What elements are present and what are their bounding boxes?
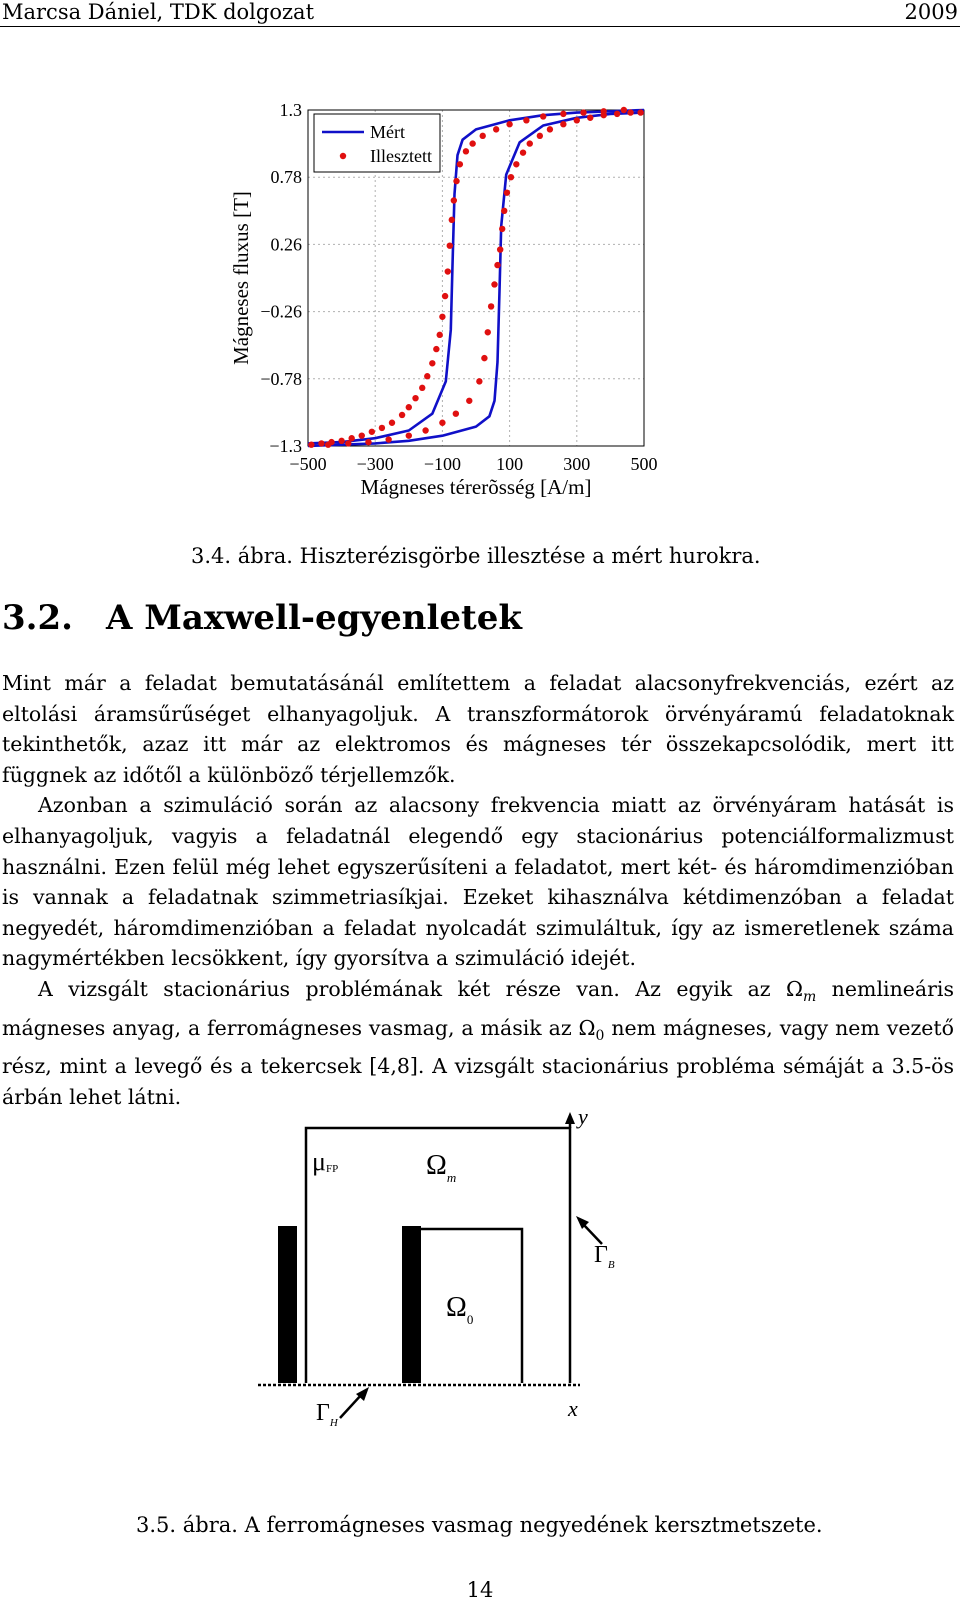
fitted-point — [614, 111, 620, 117]
y-tick-label: 1.3 — [279, 100, 302, 120]
legend-dot-marker — [340, 153, 346, 159]
fitted-point — [523, 117, 529, 123]
fitted-point — [338, 438, 344, 444]
x-tick-label: −300 — [356, 454, 394, 474]
fitted-point — [560, 111, 566, 117]
y-axis-title: Mágneses fluxus [T] — [229, 191, 253, 365]
fitted-point — [445, 268, 451, 274]
section-heading — [2, 598, 522, 638]
y-tick-label: −0.26 — [260, 301, 302, 322]
figure-caption-3-4: 3.4. ábra. Hiszterézisgörbe illesztése a mért hurokra. — [191, 544, 761, 568]
fitted-point — [379, 425, 385, 431]
fitted-point — [504, 190, 510, 196]
legend-label-measured: Mért — [370, 122, 405, 142]
paragraph-3-part-3: nem mágneses, vagy nem vezető rész, mint a levegő és a tekercsek [4,8]. A vizsgált stacionárius probléma sémáját a 3.5-ös árbán lehet látni. — [2, 1015, 954, 1109]
y-tick-label: −0.78 — [260, 368, 302, 389]
omega-m-label: $\Omega_m$ — [426, 1150, 457, 1185]
fitted-point — [499, 226, 505, 232]
fitted-point — [439, 314, 445, 320]
fitted-point — [501, 208, 507, 214]
core-cross-section-diagram — [250, 1104, 650, 1466]
fitted-point — [406, 432, 412, 438]
fitted-point — [527, 140, 533, 146]
fitted-point — [463, 148, 469, 154]
fitted-point — [318, 440, 324, 446]
mu-fp-label: μFP — [312, 1147, 339, 1176]
section-title: A Maxwell-egyenletek — [106, 598, 522, 638]
fitted-point — [449, 217, 455, 223]
fitted-point — [369, 429, 375, 435]
omega-m-subscript: m — [803, 989, 817, 1006]
omega-0-subscript: 0 — [595, 1027, 605, 1044]
fitted-point — [365, 439, 371, 445]
fitted-point — [325, 442, 331, 448]
fitted-point — [621, 107, 627, 113]
fitted-point — [389, 420, 395, 426]
paragraph-1: Mint már a feladat bemutatásánál említettem a feladat alacsonyfrekvenciás, ezért az eltolási áramsűrűséget elhanyagoljuk. A transzformátorok örvényáramú feladatoknak tekinthetők, azaz itt már az elektromos és mágneses tér összekapcsolódik, mert itt függnek az időtől a különböző térjellemzők. — [2, 671, 954, 787]
paragraph-2: Azonban a szimuláció során az alacsony frekvencia miatt az örvényáram hatását is elhanyagoljuk, vagyis a feladatnál elegendő egy stacionárius potenciálformalizmust használni. Ezen felül még lehet egyszerűsíteni a feladatot, mert két- és háromdimenzióban is vannak a feladatnak szimmetriasíkjai. Ezeket kihasználva kétdimenzóban a feladat negyedét, háromdimenzióban a feladat nyolcadát szimuláltuk, így az ismeretlenek száma nagymértékben lecsökkent, így gyorsítva a szimuláció idejét. — [2, 793, 954, 971]
fitted-point — [491, 281, 497, 287]
y-tick-label: −1.3 — [269, 436, 302, 456]
fitted-point — [506, 121, 512, 127]
fitted-point — [385, 436, 391, 442]
fitted-point — [399, 412, 405, 418]
fitted-point — [453, 410, 459, 416]
running-header — [0, 2, 960, 27]
y-tick-label: 0.78 — [270, 167, 302, 188]
y-axis-label: y — [578, 1104, 588, 1129]
coil-outer — [278, 1226, 297, 1383]
fitted-point — [437, 332, 443, 338]
section-number: 3.2. — [2, 598, 73, 638]
hysteresis-chart — [220, 96, 690, 516]
fitted-point — [485, 329, 491, 335]
fitted-point — [345, 440, 351, 446]
paragraph-3 — [2, 974, 954, 1113]
fitted-point — [424, 373, 430, 379]
x-tick-label: 300 — [563, 454, 591, 474]
fitted-point — [433, 346, 439, 352]
x-axis-title: Mágneses térerõsség [A/m] — [360, 475, 592, 499]
fitted-point — [429, 360, 435, 366]
omega-0-label: $\Omega_0$ — [446, 1292, 474, 1327]
fitted-point — [442, 293, 448, 299]
fitted-point — [488, 303, 494, 309]
fitted-point — [439, 420, 445, 426]
gamma-h-label: $\Gamma_H$ — [316, 1400, 338, 1429]
fitted-point — [447, 242, 453, 248]
x-tick-label: 100 — [496, 454, 524, 474]
fitted-point — [587, 115, 593, 121]
body-text — [2, 668, 954, 1113]
fitted-point — [540, 113, 546, 119]
fitted-point — [480, 133, 486, 139]
paragraph-3-part-2: nemlineáris mágneses anyag, a ferromágneses vasmag, a másik az Ω — [2, 976, 955, 1040]
header-year: 2009 — [904, 0, 958, 24]
gamma-b-label: $\Gamma_B$ — [594, 1242, 615, 1271]
legend-label-fitted: Illesztett — [370, 146, 432, 166]
fitted-point — [574, 117, 580, 123]
fitted-point — [627, 109, 633, 115]
fitted-point — [466, 398, 472, 404]
fitted-point — [457, 161, 463, 167]
fitted-point — [308, 442, 314, 448]
fitted-point — [359, 432, 365, 438]
fitted-point — [537, 133, 543, 139]
fitted-point — [422, 427, 428, 433]
coil-inner — [402, 1226, 421, 1383]
fitted-point — [637, 109, 643, 115]
fitted-point — [560, 121, 566, 127]
fitted-point — [453, 178, 459, 184]
x-tick-label: −500 — [289, 454, 327, 474]
fitted-point — [451, 197, 457, 203]
fitted-point — [494, 262, 500, 268]
paragraph-3-part-1: A vizsgált stacionárius problémának két része van. Az egyik az Ω — [38, 976, 803, 1001]
fitted-point — [469, 140, 475, 146]
figure-caption-3-5: 3.5. ábra. A ferromágneses vasmag negyedének kersztmetszete. — [136, 1513, 823, 1537]
x-tick-label: 500 — [630, 454, 658, 474]
fitted-point — [493, 126, 499, 132]
fitted-point — [508, 174, 514, 180]
fitted-point — [412, 395, 418, 401]
fitted-point — [580, 109, 586, 115]
fitted-point — [419, 385, 425, 391]
x-tick-label: −100 — [423, 454, 461, 474]
x-axis-label: x — [568, 1396, 578, 1421]
page-number: 14 — [466, 1578, 494, 1602]
fitted-point — [476, 378, 482, 384]
fitted-point — [520, 149, 526, 155]
y-axis-arrow — [565, 1112, 575, 1124]
fitted-point — [497, 246, 503, 252]
fitted-point — [513, 161, 519, 167]
y-tick-label: 0.26 — [270, 234, 302, 255]
fitted-point — [600, 112, 606, 118]
header-author: Marcsa Dániel, TDK dolgozat — [2, 0, 315, 24]
fitted-point — [481, 355, 487, 361]
fitted-point — [406, 404, 412, 410]
fitted-point — [547, 126, 553, 132]
